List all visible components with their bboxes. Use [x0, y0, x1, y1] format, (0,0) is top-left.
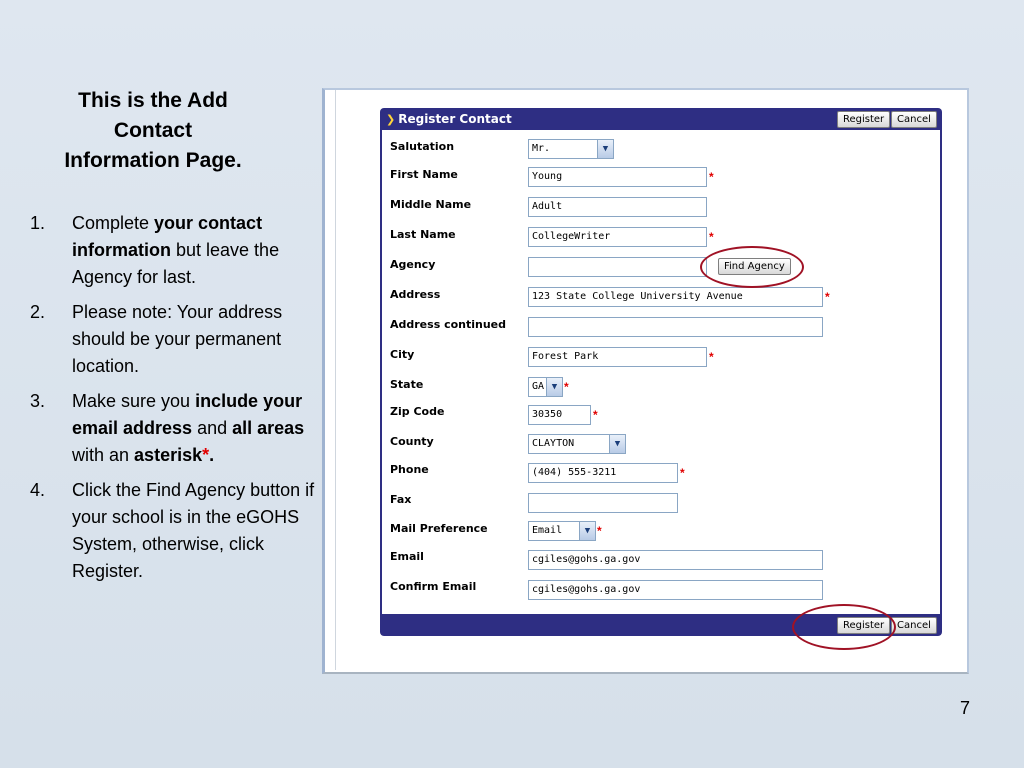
state-value: GA	[532, 381, 545, 392]
phone-input[interactable]: (404) 555-3211	[528, 463, 678, 483]
city-input[interactable]: Forest Park	[528, 347, 707, 367]
screenshot-panel	[322, 88, 969, 674]
address-continued-input[interactable]	[528, 317, 823, 337]
chevron-down-icon[interactable]: ▼	[546, 378, 562, 396]
salutation-label: Salutation	[390, 140, 455, 153]
required-asterisk: *	[709, 230, 714, 244]
arrow-icon: ❯	[386, 113, 396, 126]
mail-preference-label: Mail Preference	[390, 522, 488, 535]
address-continued-label: Address continued	[390, 318, 507, 331]
mail-preference-value: Email	[532, 525, 563, 536]
salutation-select[interactable]	[528, 139, 614, 159]
phone-label: Phone	[390, 463, 429, 476]
salutation-value: Mr.	[532, 143, 551, 154]
email-label: Email	[390, 550, 424, 563]
step-text: Please note: Your address should be your permanent location.	[72, 302, 283, 376]
asterisk-marker: *	[202, 445, 210, 465]
state-select[interactable]	[528, 377, 563, 397]
first-name-input[interactable]: Young	[528, 167, 707, 187]
fax-input[interactable]	[528, 493, 678, 513]
email-input[interactable]: cgiles@gohs.ga.gov	[528, 550, 823, 570]
address-input[interactable]: 123 State College University Avenue	[528, 287, 823, 307]
step-text: Complete	[72, 213, 155, 233]
instruction-step-3	[30, 388, 330, 469]
step-text: but leave the Agency for last.	[72, 240, 280, 287]
browser-frame	[335, 90, 964, 670]
agency-label: Agency	[390, 258, 436, 271]
required-asterisk: *	[597, 524, 602, 538]
county-value: CLAYTON	[532, 438, 575, 449]
cancel-button-top[interactable]: Cancel	[891, 111, 937, 128]
address-label: Address	[390, 288, 441, 301]
required-asterisk: *	[825, 290, 830, 304]
zip-code-input[interactable]: 30350	[528, 405, 591, 425]
required-asterisk: *	[709, 170, 714, 184]
instruction-list	[30, 210, 330, 593]
middle-name-label: Middle Name	[390, 198, 472, 211]
form-header	[380, 108, 942, 130]
form-body	[382, 130, 940, 614]
step-emphasis: asterisk	[134, 445, 203, 465]
find-agency-highlight-circle	[700, 246, 804, 288]
slide-title	[22, 86, 284, 176]
confirm-email-input[interactable]: cgiles@gohs.ga.gov	[528, 580, 823, 600]
required-asterisk: *	[680, 466, 685, 480]
find-agency-button[interactable]: Find Agency	[718, 258, 791, 275]
chevron-down-icon[interactable]: ▼	[579, 522, 595, 540]
register-button-bottom[interactable]: Register	[837, 617, 890, 634]
step-emphasis: include your email address	[72, 391, 303, 438]
required-asterisk: *	[593, 408, 598, 422]
cancel-button-bottom[interactable]: Cancel	[891, 617, 937, 634]
instruction-step-1	[30, 210, 330, 291]
step-emphasis: all areas	[232, 418, 305, 438]
chevron-down-icon[interactable]: ▼	[597, 140, 613, 158]
agency-input[interactable]	[528, 257, 707, 277]
slide-title-line: Contact	[113, 119, 193, 142]
chevron-down-icon[interactable]: ▼	[609, 435, 625, 453]
fax-label: Fax	[390, 493, 412, 506]
register-button-top[interactable]: Register	[837, 111, 890, 128]
step-number: 2.	[30, 302, 46, 322]
first-name-label: First Name	[390, 168, 458, 181]
step-emphasis: your contact information	[72, 213, 263, 260]
step-emphasis: .	[209, 445, 215, 465]
city-label: City	[390, 348, 415, 361]
slide-title-line: Information Page.	[64, 149, 242, 172]
step-text: and	[192, 418, 233, 438]
last-name-label: Last Name	[390, 228, 456, 241]
step-text: with an	[72, 445, 135, 465]
register-highlight-circle	[792, 604, 896, 650]
step-text: Click the Find Agency button if your school is in the eGOHS System, otherwise, click Register.	[72, 480, 315, 581]
county-label: County	[390, 435, 434, 448]
county-select[interactable]	[528, 434, 626, 454]
step-number: 1.	[30, 213, 46, 233]
form-title-text: Register Contact	[398, 112, 512, 126]
required-asterisk: *	[564, 380, 569, 394]
slide-title-line: This is the Add	[78, 89, 228, 112]
last-name-input[interactable]: CollegeWriter	[528, 227, 707, 247]
state-label: State	[390, 378, 424, 391]
instruction-step-4	[30, 477, 330, 585]
step-text: Make sure you	[72, 391, 196, 411]
form-title	[386, 112, 512, 126]
page-number: 7	[960, 698, 971, 718]
required-asterisk: *	[709, 350, 714, 364]
middle-name-input[interactable]: Adult	[528, 197, 707, 217]
register-contact-window	[380, 108, 942, 636]
instruction-step-2	[30, 299, 330, 380]
mail-preference-select[interactable]	[528, 521, 596, 541]
step-number: 3.	[30, 391, 46, 411]
confirm-email-label: Confirm Email	[390, 580, 477, 593]
step-number: 4.	[30, 480, 46, 500]
zip-code-label: Zip Code	[390, 405, 445, 418]
